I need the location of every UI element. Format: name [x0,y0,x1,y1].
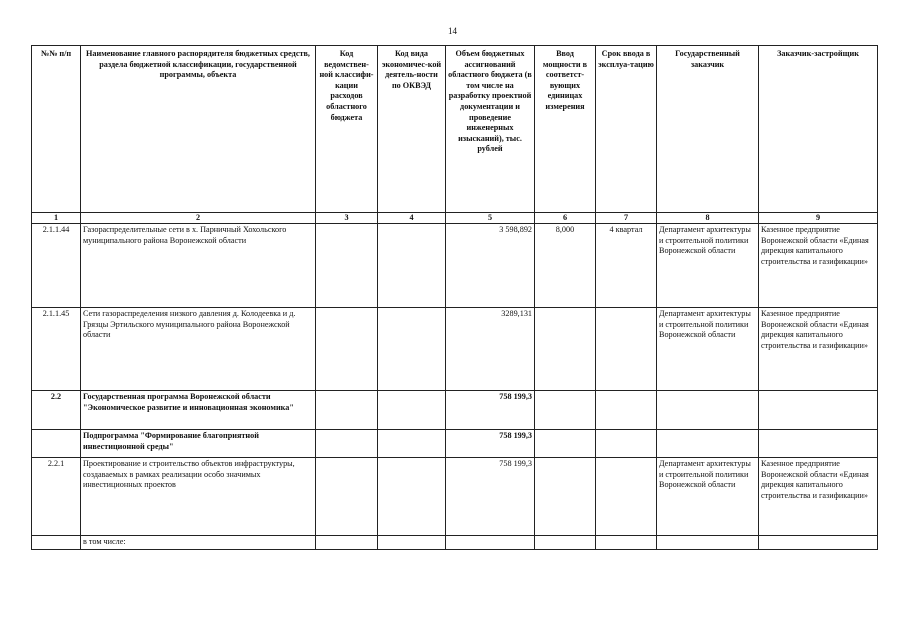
column-number: 2 [81,213,316,224]
row-amount: 3289,131 [446,308,535,391]
header-num: №№ п/п [32,46,81,213]
row-capacity [535,458,596,536]
page-number: 14 [448,26,457,36]
row-developer: Казенное предприятие Воронежской области «Единая дирекция капитального строительства и газификации» [759,308,878,391]
table-row [32,536,878,550]
row-developer [759,430,878,458]
row-code-ved [316,536,378,550]
row-code-okved [378,224,446,308]
row-code-okved [378,391,446,430]
row-term [596,458,657,536]
row-code-ved [316,430,378,458]
row-name: Проектирование и строительство объектов инфраструктуры, создаваемых в рамках реализации особо значимых инвестиционных проектов [81,458,316,536]
header-code-ved: Код ведомствен-ной классифи-кации расходов областного бюджета [316,46,378,213]
row-term [596,308,657,391]
row-customer [657,430,759,458]
row-code-ved [316,391,378,430]
row-code-ved [316,224,378,308]
header-capacity: Ввод мощности в соответст-вующих единицах измерения [535,46,596,213]
header-code-okved: Код вида экономичес-кой деятель-ности по ОКВЭД [378,46,446,213]
row-term [596,391,657,430]
row-name: Государственная программа Воронежской области "Экономическое развитие и инновационная экономика" [81,391,316,430]
row-customer [657,391,759,430]
row-developer [759,536,878,550]
header-customer: Государственный заказчик [657,46,759,213]
row-amount: 758 199,3 [446,391,535,430]
column-number: 3 [316,213,378,224]
column-number: 9 [759,213,878,224]
row-num: 2.1.1.45 [32,308,81,391]
header-developer: Заказчик-застройщик [759,46,878,213]
budget-table [31,45,878,550]
row-num [32,430,81,458]
header-name: Наименование главного распорядителя бюджетных средств, раздела бюджетной классификации, государственной программы, объекта [81,46,316,213]
header-amount: Объем бюджетных ассигнований областного бюджета (в том числе на разработку проектной документации и проведение инженерных изысканий), тыс. рублей [446,46,535,213]
row-num: 2.2.1 [32,458,81,536]
row-capacity [535,536,596,550]
table-row [32,224,878,308]
table-row [32,391,878,430]
row-developer: Казенное предприятие Воронежской области «Единая дирекция капитального строительства и газификации» [759,458,878,536]
column-number-row [32,213,878,224]
row-customer: Департамент архитектуры и строительной политики Воронежской области [657,458,759,536]
row-amount: 3 598,892 [446,224,535,308]
column-number: 4 [378,213,446,224]
row-name: в том числе: [81,536,316,550]
row-developer: Казенное предприятие Воронежской области «Единая дирекция капитального строительства и газификации» [759,224,878,308]
table-row [32,458,878,536]
row-num [32,536,81,550]
row-num: 2.2 [32,391,81,430]
row-name: Газораспределительные сети в х. Парничный Хохольского муниципального района Воронежской области [81,224,316,308]
row-name: Подпрограмма "Формирование благоприятной инвестиционной среды" [81,430,316,458]
row-code-okved [378,308,446,391]
row-customer: Департамент архитектуры и строительной политики Воронежской области [657,224,759,308]
row-term: 4 квартал [596,224,657,308]
column-number: 1 [32,213,81,224]
column-number: 6 [535,213,596,224]
row-code-okved [378,430,446,458]
row-customer: Департамент архитектуры и строительной политики Воронежской области [657,308,759,391]
table-row [32,430,878,458]
row-capacity [535,391,596,430]
row-term [596,430,657,458]
row-term [596,536,657,550]
row-customer [657,536,759,550]
row-code-ved [316,458,378,536]
row-capacity [535,430,596,458]
row-code-okved [378,458,446,536]
row-code-okved [378,536,446,550]
row-amount [446,536,535,550]
column-number: 8 [657,213,759,224]
row-amount: 758 199,3 [446,458,535,536]
row-name: Сети газораспределения низкого давления д. Колодеевка и д. Грязцы Эртильского муниципального района Воронежской области [81,308,316,391]
column-number: 5 [446,213,535,224]
column-number: 7 [596,213,657,224]
row-code-ved [316,308,378,391]
row-amount: 758 199,3 [446,430,535,458]
row-developer [759,391,878,430]
header-term: Срок ввода в эксплуа-тацию [596,46,657,213]
row-num: 2.1.1.44 [32,224,81,308]
row-capacity: 8,000 [535,224,596,308]
table-row [32,308,878,391]
row-capacity [535,308,596,391]
header-row [32,46,878,213]
